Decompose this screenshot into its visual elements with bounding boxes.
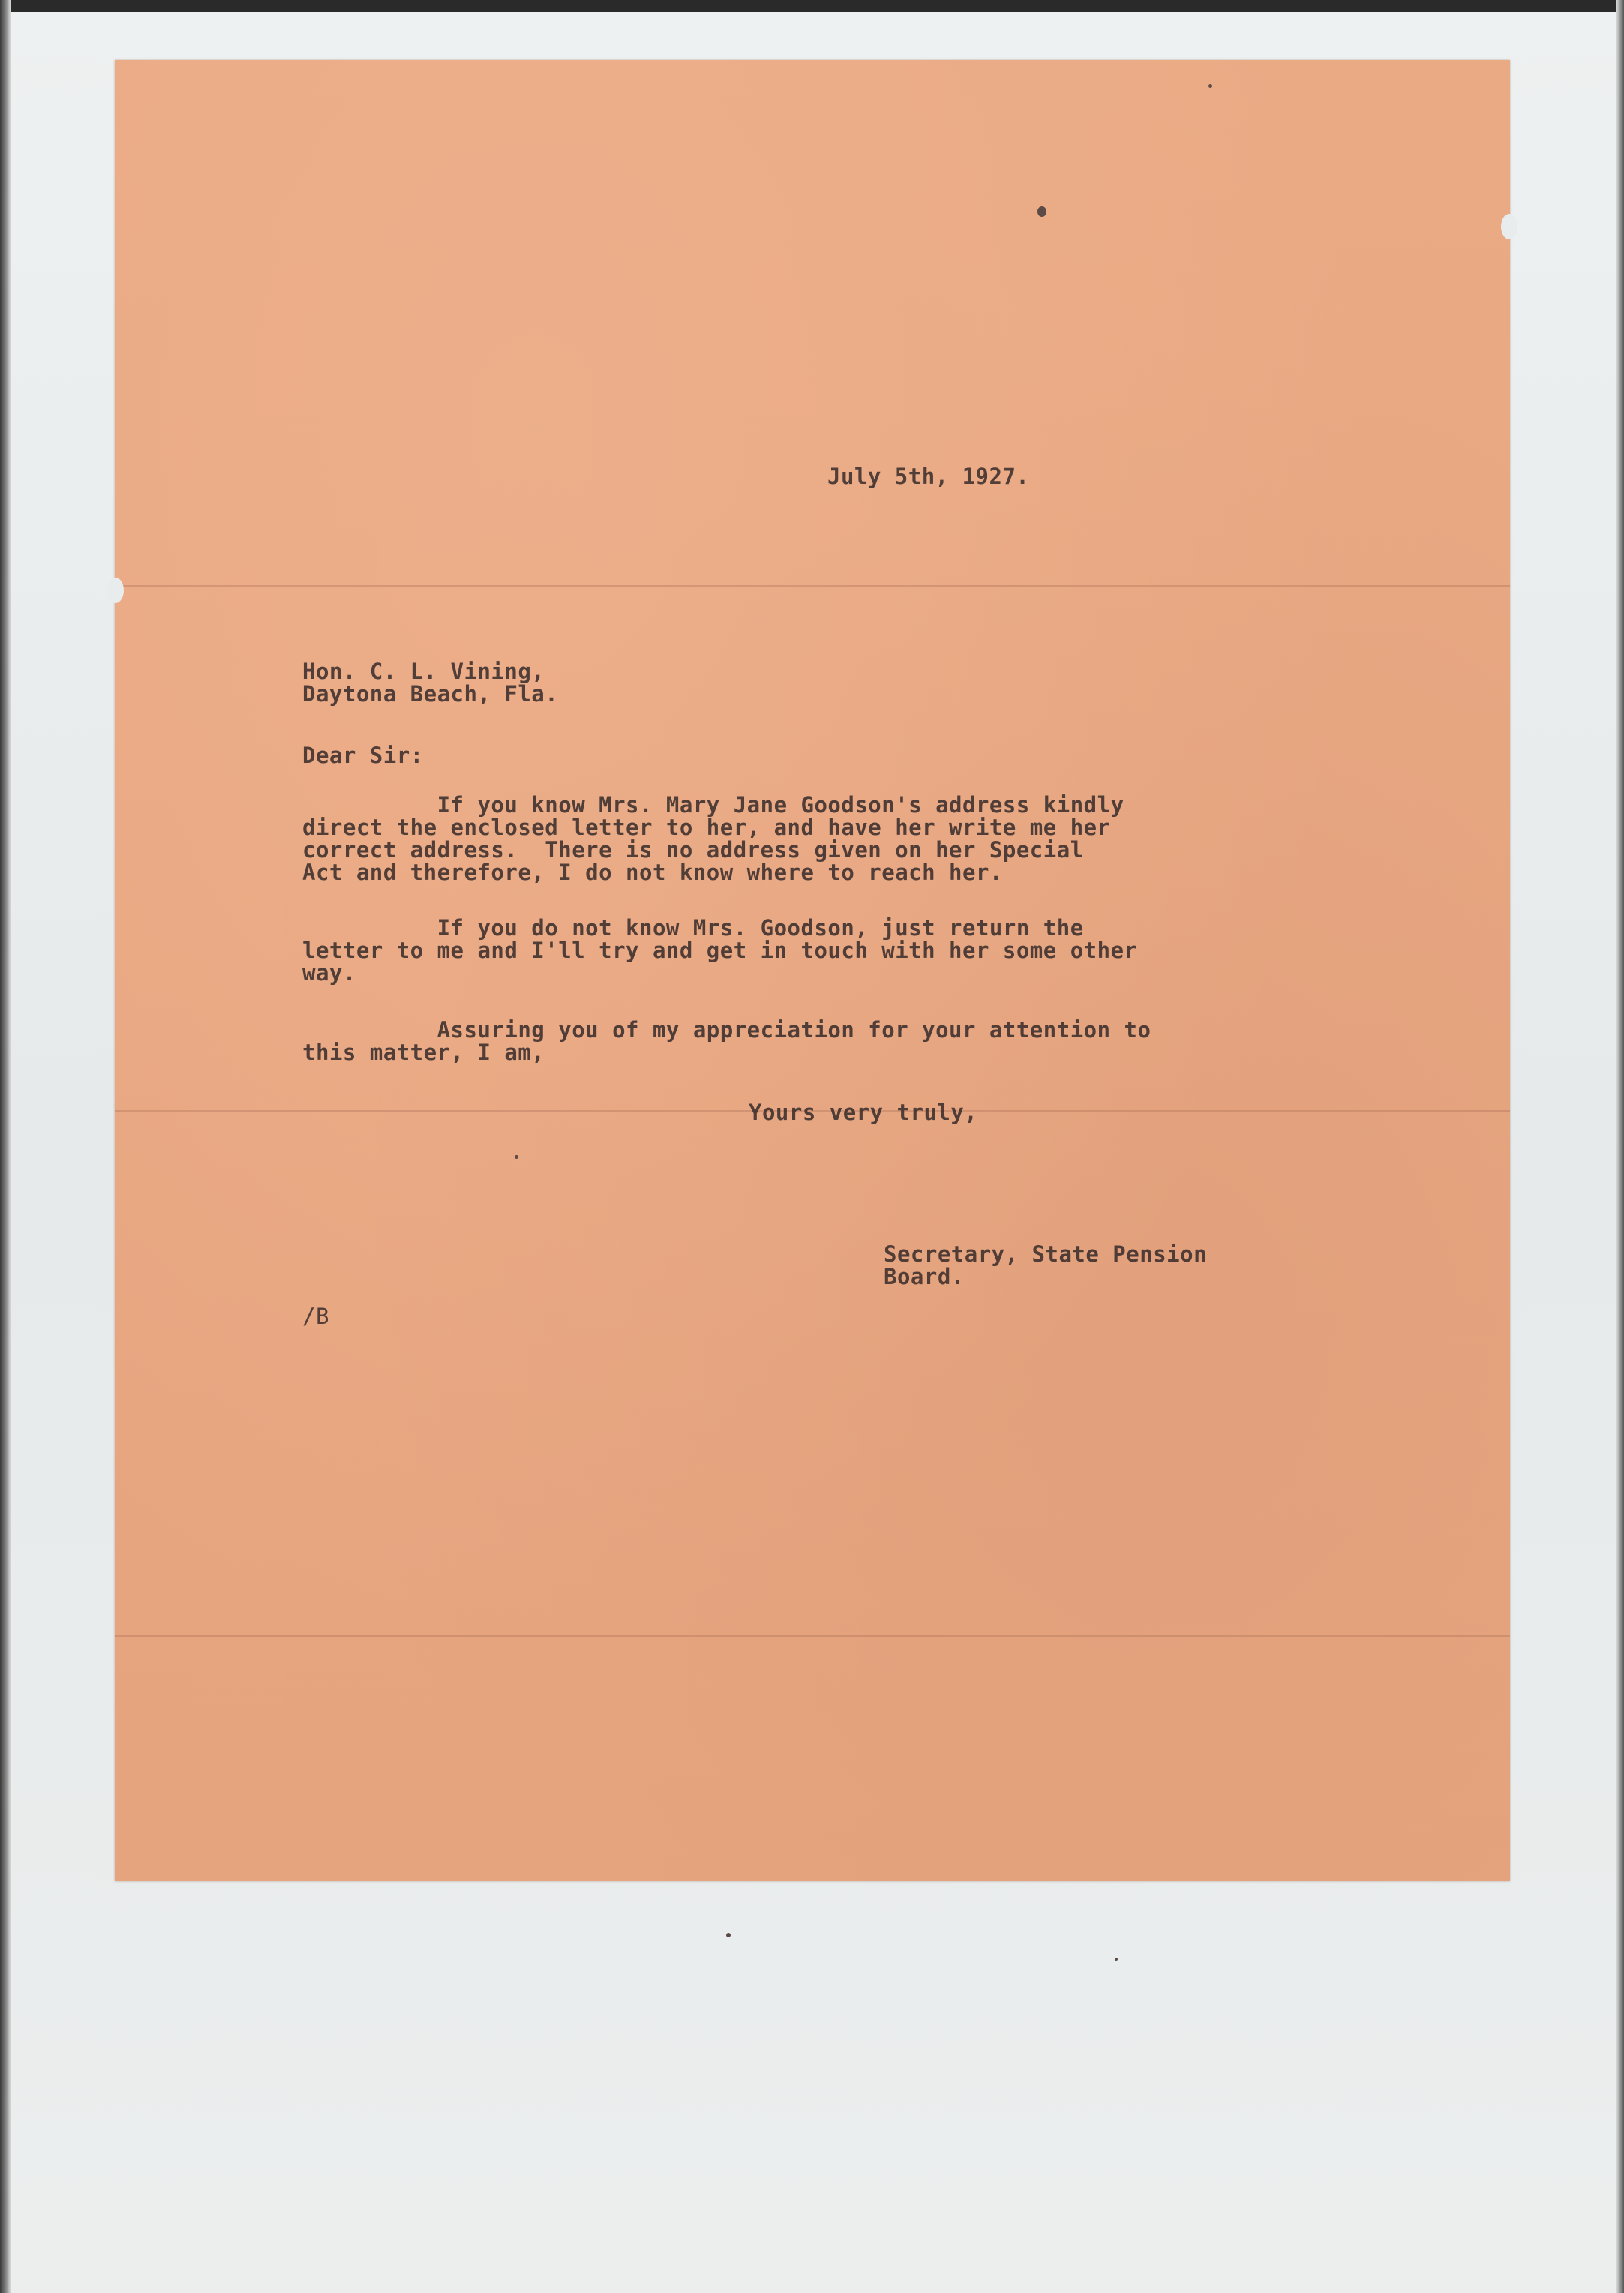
scan-top-edge [0,0,1624,12]
paper-notch [1501,214,1517,239]
body-line: way. [302,960,356,986]
letter-sheet [115,60,1510,1881]
body-line: this matter, I am, [302,1040,545,1065]
body-line: letter to me and I'll try and get in touch with her some other [302,938,1138,963]
recipient-address: Daytona Beach, Fla. [302,681,559,707]
fold-line [115,1635,1510,1637]
letter-date: July 5th, 1927. [827,464,1030,489]
body-line: direct the enclosed letter to her, and have her write me her [302,815,1111,840]
scan-right-edge [1616,0,1624,2293]
fold-line [115,585,1510,587]
paper-blemish [1037,206,1046,217]
recipient-name: Hon. C. L. Vining, [302,659,545,684]
typist-initials: /B [302,1304,329,1329]
body-line: correct address. There is no address given on her Special [302,837,1084,863]
paper-blemish [1208,84,1212,88]
scan-left-edge [0,0,11,2293]
scan-speck [1115,1958,1118,1961]
body-line: If you know Mrs. Mary Jane Goodson's address kindly [302,792,1124,818]
body-line: Act and therefore, I do not know where to reach her. [302,860,1003,885]
signature-title: Secretary, State Pension [884,1241,1208,1267]
closing: Yours very truly, [749,1100,978,1125]
body-line: Assuring you of my appreciation for your attention to [302,1017,1151,1043]
signature-title: Board. [884,1264,965,1289]
paper-blemish [515,1155,518,1159]
paper-notch [107,578,124,603]
salutation: Dear Sir: [302,743,424,768]
body-line: If you do not know Mrs. Goodson, just return the [302,915,1084,941]
scan-speck [726,1933,731,1937]
